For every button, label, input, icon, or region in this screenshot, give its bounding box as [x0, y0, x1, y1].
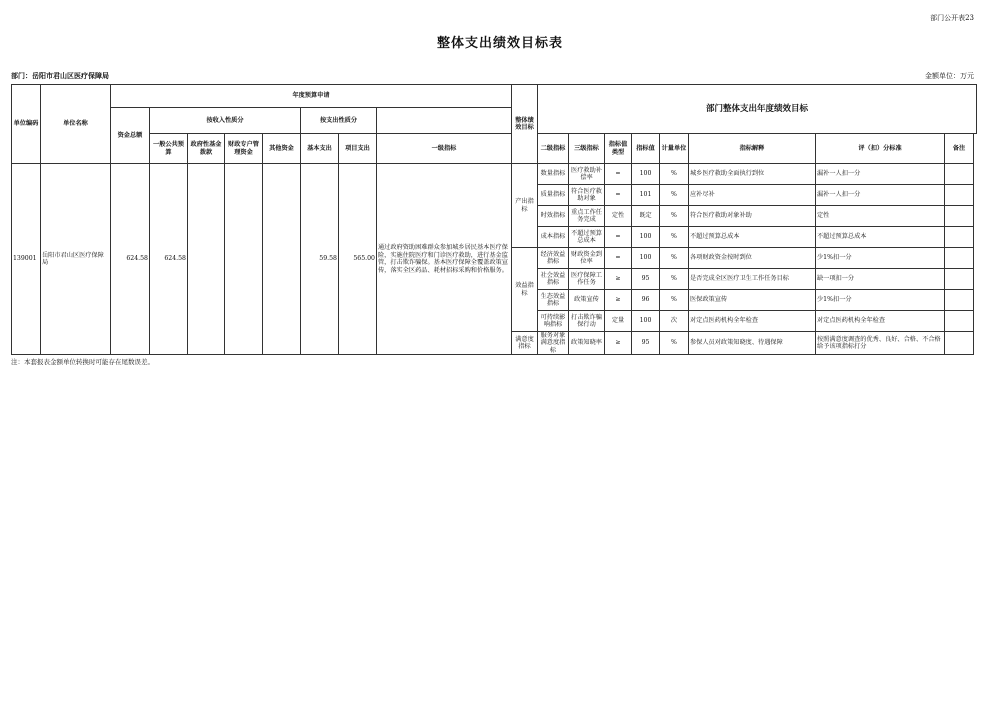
value-cell: 100: [632, 227, 660, 248]
explanation-cell: 城乡医疗救助全面执行到位: [689, 164, 816, 185]
unit-code-cell: 139001: [12, 164, 41, 355]
explanation-cell: 对定点医药机构全年检查: [689, 311, 816, 332]
header-remarks: 备注: [945, 134, 974, 164]
header-project-expense: 项目支出: [339, 134, 377, 164]
header-total-funds: 资金总额: [111, 108, 150, 164]
remarks-cell: [945, 185, 974, 206]
level2-cell: 质量指标: [538, 185, 569, 206]
level3-cell: 重点工作任务完成: [569, 206, 605, 227]
level2-cell: 时效指标: [538, 206, 569, 227]
level3-cell: 医疗救助补偿率: [569, 164, 605, 185]
measure-unit-cell: %: [660, 248, 689, 269]
header-other-funds: 其他资金: [263, 134, 301, 164]
remarks-cell: [945, 164, 974, 185]
value-cell: 101: [632, 185, 660, 206]
explanation-cell: 符合医疗救助对象补助: [689, 206, 816, 227]
basic-expense-cell: 59.58: [301, 164, 339, 355]
level2-cell: 可持续影响指标: [538, 311, 569, 332]
table-row: [12, 164, 977, 185]
header-value: 指标值: [632, 134, 660, 164]
scoring-cell: 少1%扣一分: [816, 248, 945, 269]
value-cell: 96: [632, 290, 660, 311]
measure-unit-cell: %: [660, 332, 689, 355]
header-basic-expense: 基本支出: [301, 134, 339, 164]
value-type-cell: =: [605, 185, 632, 206]
general-budget-cell: 624.58: [150, 164, 188, 355]
measure-unit-cell: %: [660, 290, 689, 311]
measure-unit-cell: %: [660, 206, 689, 227]
scoring-cell: 漏补一人扣一分: [816, 185, 945, 206]
level3-cell: 不超过预算总成本: [569, 227, 605, 248]
total-funds-cell: 624.58: [111, 164, 150, 355]
value-cell: 95: [632, 332, 660, 355]
value-cell: 100: [632, 248, 660, 269]
header-by-income: 按收入性质分: [150, 108, 301, 134]
header-explanation: 指标解释: [689, 134, 816, 164]
explanation-cell: 不超过预算总成本: [689, 227, 816, 248]
group-benefit: 效益指标: [512, 248, 538, 332]
explanation-cell: 各项财政资金按时到位: [689, 248, 816, 269]
performance-table: [11, 84, 977, 355]
value-type-cell: ≥: [605, 290, 632, 311]
header-value-type: 指标值类型: [605, 134, 632, 164]
header-level1: 一级指标: [377, 134, 512, 164]
overall-goal-cell: 通过政府资助困难群众参加城乡居民基本医疗保险，实施住院医疗和门诊医疗救助，进行基金监管，打击欺诈骗保。基本医疗保障全覆盖政策宣传，落实全区药品、耗材招标采购和价格服务。: [377, 164, 512, 355]
remarks-cell: [945, 311, 974, 332]
value-type-cell: =: [605, 227, 632, 248]
value-cell: 100: [632, 311, 660, 332]
value-type-cell: 定性: [605, 206, 632, 227]
measure-unit-cell: %: [660, 227, 689, 248]
header-unit-code: 单位编码: [12, 85, 41, 164]
level3-cell: 符合医疗救助对象: [569, 185, 605, 206]
scoring-cell: 少1%扣一分: [816, 290, 945, 311]
level2-cell: 服务对象满意度指标: [538, 332, 569, 355]
level2-cell: 生态效益指标: [538, 290, 569, 311]
explanation-cell: 医保政策宣传: [689, 290, 816, 311]
remarks-cell: [945, 332, 974, 355]
remarks-cell: [945, 290, 974, 311]
measure-unit-cell: %: [660, 185, 689, 206]
special-fiscal-cell: [225, 164, 263, 355]
level2-cell: 数量指标: [538, 164, 569, 185]
scoring-cell: 缺一项扣一分: [816, 269, 945, 290]
value-type-cell: ≥: [605, 269, 632, 290]
level3-cell: 财政资金到位率: [569, 248, 605, 269]
measure-unit-cell: %: [660, 164, 689, 185]
value-type-cell: =: [605, 164, 632, 185]
header-level2: 二级指标: [538, 134, 569, 164]
measure-unit-cell: 次: [660, 311, 689, 332]
header-measure-unit: 计量单位: [660, 134, 689, 164]
page-title: 整体支出绩效目标表: [436, 36, 563, 51]
header-unit-name: 单位名称: [41, 85, 111, 164]
unit-name-cell: 岳阳市君山区医疗保障局: [41, 164, 111, 355]
explanation-cell: 是否完成全区医疗卫生工作任务目标: [689, 269, 816, 290]
scoring-cell: 对定点医药机构全年检查: [816, 311, 945, 332]
header-scoring: 评（扣）分标准: [816, 134, 945, 164]
header-by-expense: 按支出性质分: [301, 108, 377, 134]
level2-cell: 成本指标: [538, 227, 569, 248]
header-special-fiscal: 财政专户管理资金: [225, 134, 263, 164]
level3-cell: 医疗保障工作任务: [569, 269, 605, 290]
department-label: 部门：岳阳市君山区医疗保障局: [11, 71, 109, 80]
project-expense-cell: 565.00: [339, 164, 377, 355]
header-dept-goal: 部门整体支出年度绩效目标: [538, 85, 977, 134]
form-number: 部门公开表23: [930, 14, 974, 22]
scoring-cell: 漏补一人扣一分: [816, 164, 945, 185]
other-funds-cell: [263, 164, 301, 355]
header-annual-budget: 年度预算申请: [111, 85, 512, 108]
remarks-cell: [945, 248, 974, 269]
group-satisfaction: 满意度指标: [512, 332, 538, 355]
header-general-budget: 一般公共预算: [150, 134, 188, 164]
value-cell: 既定: [632, 206, 660, 227]
value-type-cell: 定量: [605, 311, 632, 332]
group-output: 产出指标: [512, 164, 538, 248]
currency-unit-label: 金额单位：万元: [925, 72, 974, 80]
explanation-cell: 参保人员对政策知晓度、待遇保障: [689, 332, 816, 355]
value-type-cell: =: [605, 248, 632, 269]
remarks-cell: [945, 227, 974, 248]
measure-unit-cell: %: [660, 269, 689, 290]
scoring-cell: 不超过预算总成本: [816, 227, 945, 248]
level3-cell: 打击欺诈骗保行动: [569, 311, 605, 332]
scoring-cell: 定性: [816, 206, 945, 227]
level3-cell: 政策知晓率: [569, 332, 605, 355]
level3-cell: 政策宣传: [569, 290, 605, 311]
value-cell: 100: [632, 164, 660, 185]
level2-cell: 经济效益指标: [538, 248, 569, 269]
value-cell: 95: [632, 269, 660, 290]
value-type-cell: ≥: [605, 332, 632, 355]
gov-fund-cell: [188, 164, 225, 355]
remarks-cell: [945, 206, 974, 227]
footnote: 注：本套报表金额单位转换时可能存在尾数误差。: [11, 358, 154, 366]
header-level3: 三级指标: [569, 134, 605, 164]
scoring-cell: 按照满意度调查的优秀、良好、合格、不合格给予该项指标打分: [816, 332, 945, 355]
remarks-cell: [945, 269, 974, 290]
header-overall-goal: 整体绩效目标: [512, 85, 538, 164]
explanation-cell: 应补尽补: [689, 185, 816, 206]
header-gov-fund: 政府性基金拨款: [188, 134, 225, 164]
level2-cell: 社会效益指标: [538, 269, 569, 290]
